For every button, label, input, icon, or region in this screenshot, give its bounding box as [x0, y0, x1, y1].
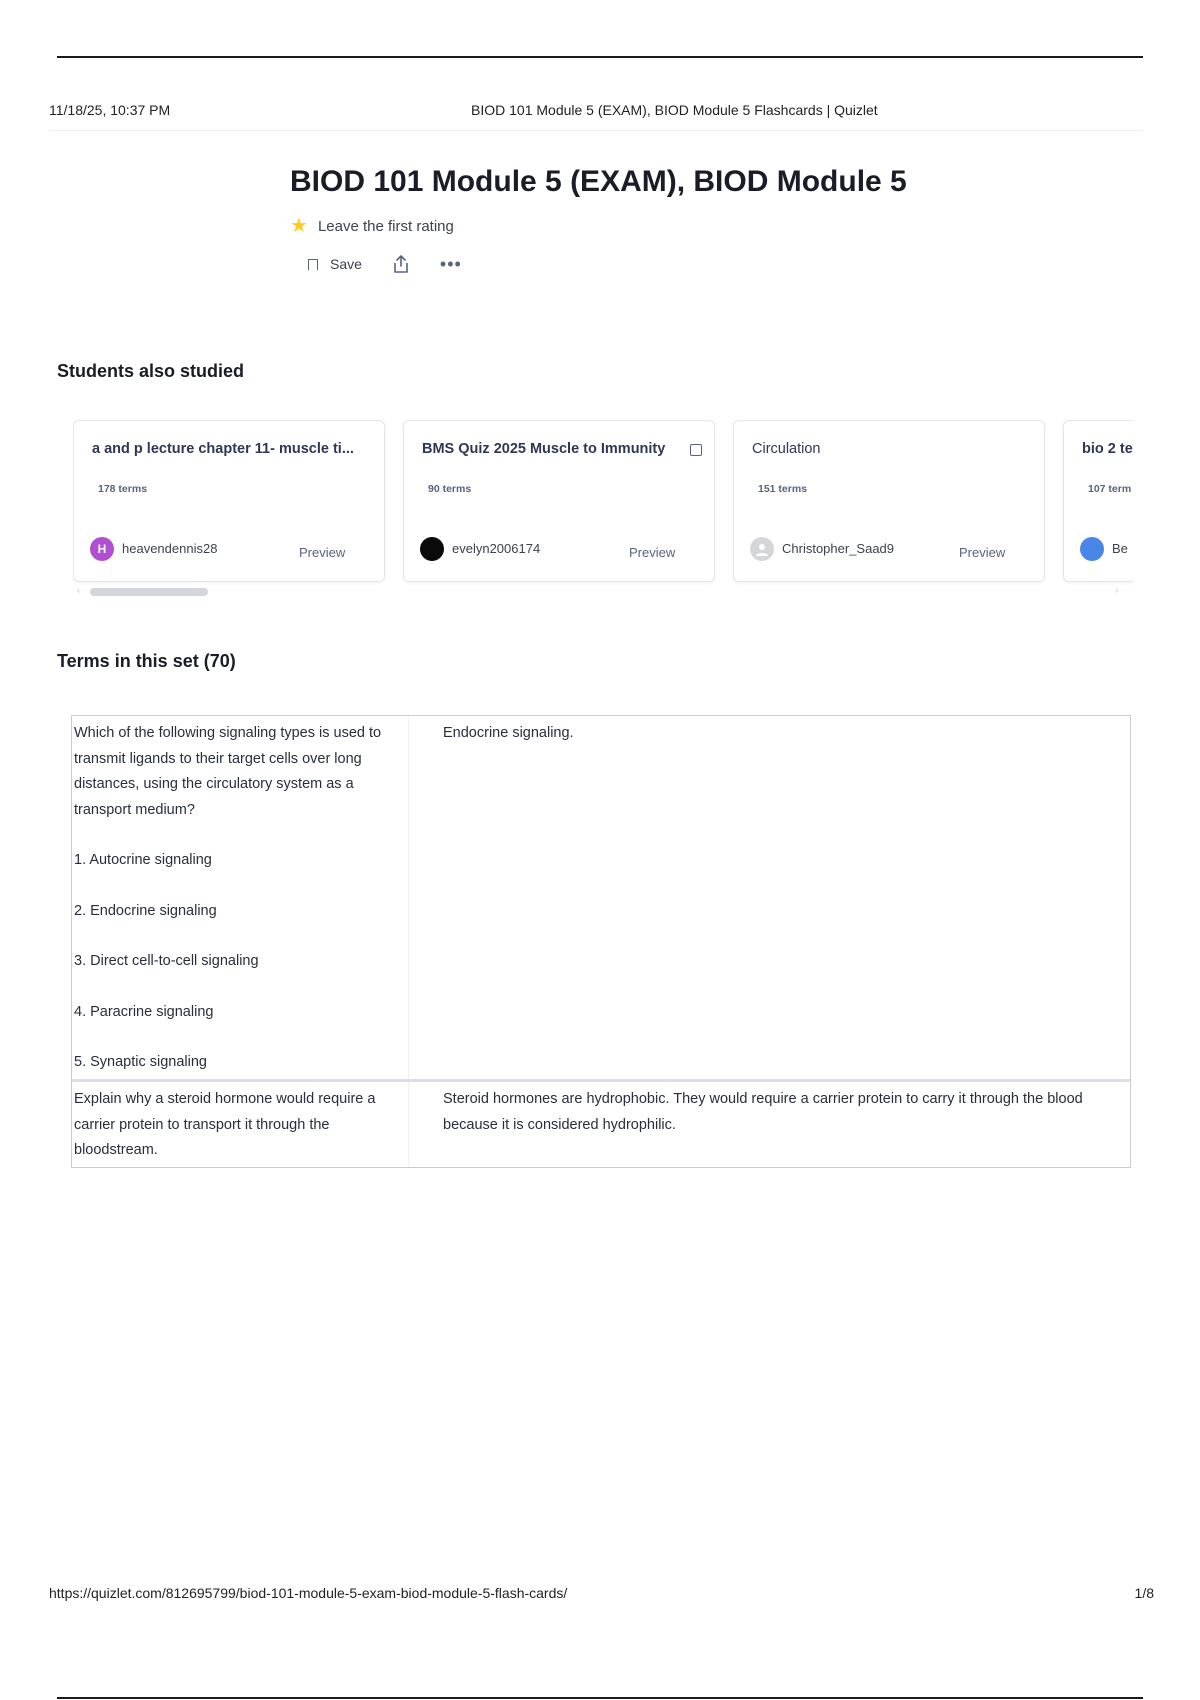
card-term-count: 178 terms [98, 483, 148, 495]
more-icon: ••• [439, 254, 462, 274]
set-actions [308, 254, 462, 274]
study-sets-carousel[interactable] [73, 420, 1133, 605]
card-title: a and p lecture chapter 11- muscle ti... [92, 441, 354, 457]
print-page-title: BIOD 101 Module 5 (EXAM), BIOD Module 5 Flashcards | Quizlet [471, 102, 878, 118]
term-question [72, 1082, 409, 1167]
card-username: heavendennis28 [122, 541, 218, 556]
card-username: Christopher_Saad9 [782, 541, 895, 556]
verified-set-icon [690, 444, 702, 456]
term-answer: Steroid hormones are hydrophobic. They would require a carrier protein to carry it through the blood because it is considered hydrophilic. [443, 1091, 1083, 1133]
print-url: https://quizlet.com/812695799/biod-101-module-5-exam-biod-module-5-flash-cards/ [49, 1585, 568, 1601]
term-question [72, 716, 409, 1079]
avatar: H [90, 537, 114, 561]
question-option: 5. Synaptic signaling [74, 1054, 207, 1070]
terms-heading: Terms in this set (70) [57, 651, 236, 671]
students-also-studied-heading: Students also studied [57, 361, 245, 381]
term-row [72, 716, 1130, 1079]
term-row [72, 1079, 1130, 1167]
bottom-rule [57, 1697, 1143, 1699]
question-option: 2. Endocrine signaling [74, 902, 217, 919]
rating-prompt[interactable] [290, 216, 454, 236]
preview-button[interactable]: Preview [299, 545, 346, 560]
terms-list [71, 715, 1131, 1168]
scroll-right-icon[interactable]: › [1115, 585, 1119, 596]
star-icon: ★ [290, 215, 308, 237]
study-set-card[interactable] [403, 420, 715, 582]
share-button[interactable] [392, 254, 410, 274]
share-icon [392, 254, 410, 274]
card-title: bio 2 te [1082, 441, 1133, 457]
avatar [420, 537, 444, 561]
term-answer: Endocrine signaling. [443, 725, 574, 741]
study-set-card[interactable] [733, 420, 1045, 582]
avatar [750, 537, 774, 561]
header-divider [49, 130, 1143, 131]
print-header [49, 102, 1143, 122]
rating-text: Leave the first rating [317, 217, 454, 235]
question-text: Which of the following signaling types is used to transmit ligands to their target cells over long distances, using the circulatory system as a transport medium? [74, 725, 382, 818]
set-title: BIOD 101 Module 5 (EXAM), BIOD Module 5 [290, 165, 907, 198]
card-title: Circulation [752, 441, 821, 457]
page-number: 1/8 [1134, 1585, 1154, 1601]
question-option: 4. Paracrine signaling [74, 1003, 214, 1020]
card-term-count: 107 term [1088, 483, 1132, 495]
study-set-card[interactable] [73, 420, 385, 582]
print-datetime: 11/18/25, 10:37 PM [49, 102, 171, 118]
question-option: 1. Autocrine signaling [74, 852, 212, 868]
question-option: 3. Direct cell-to-cell signaling [74, 953, 259, 969]
avatar [1080, 537, 1104, 561]
save-label: Save [330, 256, 362, 272]
user-silhouette-icon [755, 542, 769, 556]
card-username: evelyn2006174 [452, 541, 541, 556]
question-text: Explain why a steroid hormone would require a carrier protein to transport it through the bloodstream. [74, 1091, 376, 1158]
card-term-count: 90 terms [428, 483, 472, 495]
card-username: Be [1112, 541, 1128, 556]
preview-button[interactable]: Preview [629, 545, 676, 560]
save-button[interactable] [308, 256, 362, 272]
scroll-left-icon[interactable]: ‹ [77, 585, 81, 596]
top-rule [57, 56, 1143, 58]
carousel-scrollbar[interactable] [90, 588, 208, 596]
bookmark-icon [308, 259, 318, 270]
study-set-card[interactable] [1063, 420, 1133, 582]
card-term-count: 151 terms [758, 483, 808, 495]
more-options-button[interactable] [440, 255, 462, 273]
card-title: BMS Quiz 2025 Muscle to Immunity [422, 441, 666, 457]
preview-button[interactable]: Preview [959, 545, 1006, 560]
